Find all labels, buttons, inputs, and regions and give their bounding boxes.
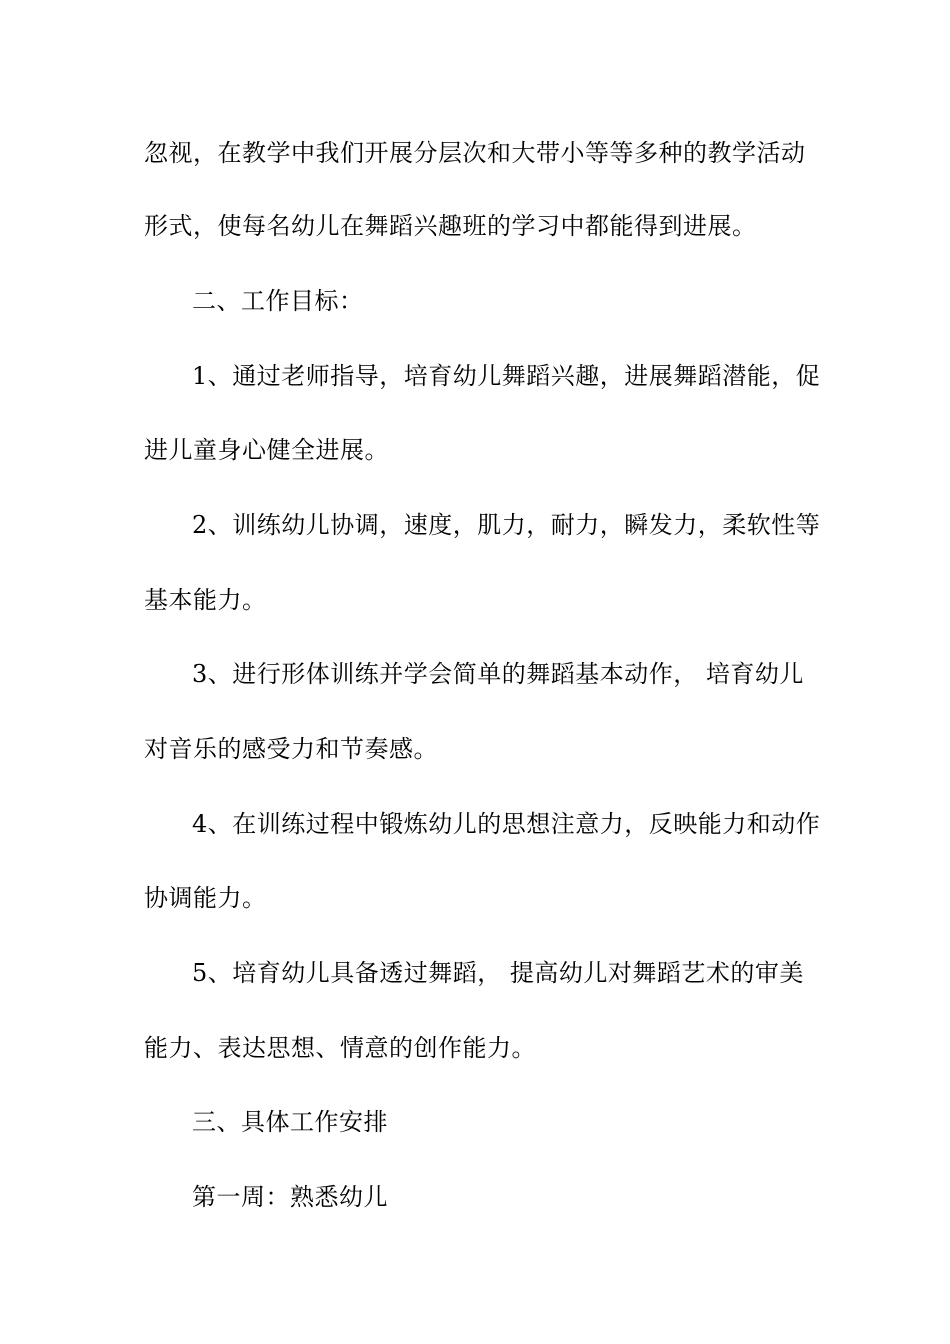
section-heading-work-goals: 二、工作目标： [192,287,364,315]
paragraph-line: 忽视，在教学中我们开展分层次和大带小等等多种的教学活动 [144,139,806,167]
paragraph-line: 形式，使每名幼儿在舞蹈兴趣班的学习中都能得到进展。 [144,212,757,240]
goal-item-5-line: 5、培育幼儿具备透过舞蹈， 提高幼儿对舞蹈艺术的审美 [192,959,804,987]
goal-item-2-line: 基本能力。 [144,586,267,614]
goal-item-1-line: 进儿童身心健全进展。 [144,436,389,464]
goal-item-4-line: 4、在训练过程中锻炼幼儿的思想注意力，反映能力和动作 [192,810,821,838]
goal-item-3-line: 3、进行形体训练并学会简单的舞蹈基本动作， 培育幼儿 [192,660,804,688]
goal-item-4-line: 协调能力。 [144,884,267,912]
goal-item-2-line: 2、训练幼儿协调，速度，肌力，耐力，瞬发力，柔软性等 [192,511,821,539]
goal-item-5-line: 能力、表达思想、情意的创作能力。 [144,1034,536,1062]
section-heading-work-arrangement: 三、具体工作安排 [192,1108,388,1136]
week-one-heading: 第一周：熟悉幼儿 [192,1183,388,1211]
goal-item-3-line: 对音乐的感受力和节奏感。 [144,735,438,763]
goal-item-1-line: 1、通过老师指导，培育幼儿舞蹈兴趣，进展舞蹈潜能，促 [192,362,821,390]
